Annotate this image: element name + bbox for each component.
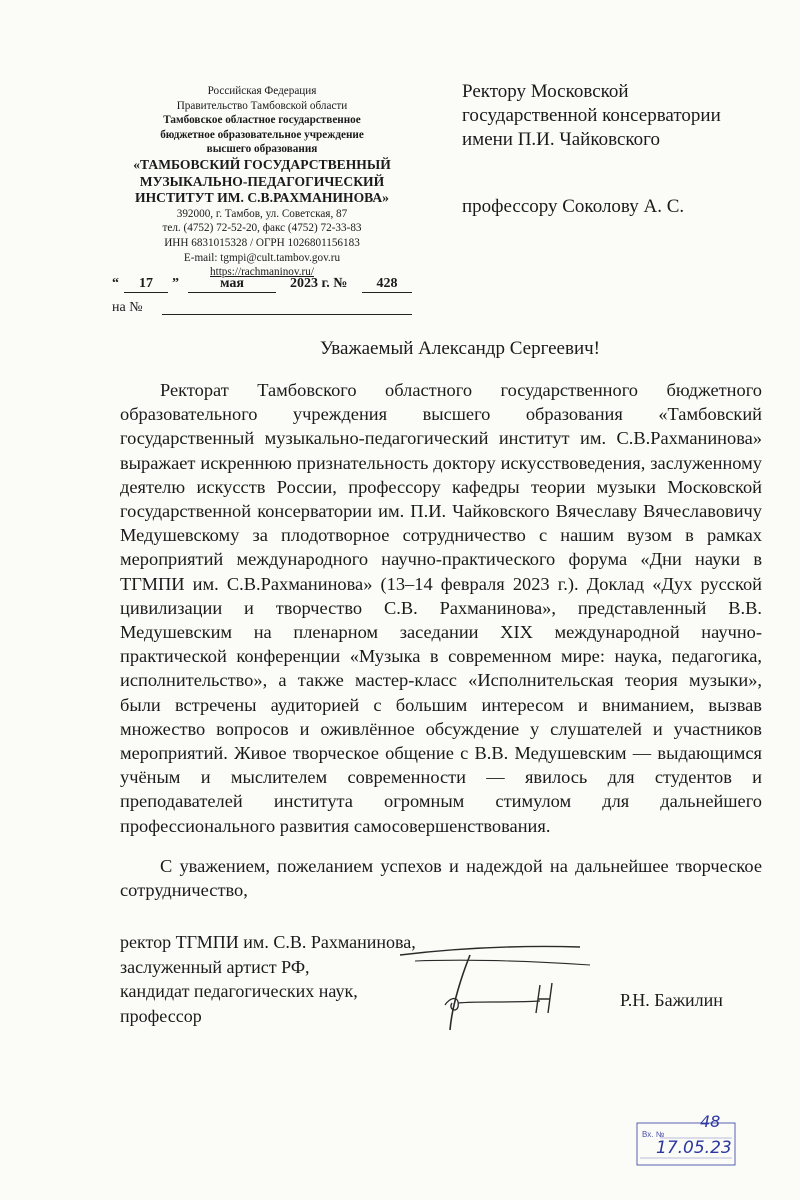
date-year-label: 2023 г. № [290, 276, 348, 291]
letterhead-government: Правительство Тамбовской области [176, 99, 348, 112]
salutation: Уважаемый Александр Сергеевич! [319, 338, 600, 359]
letterhead-ids: ИНН 6831015328 / ОГРН 1026801156183 [164, 236, 360, 249]
date-row [112, 276, 412, 296]
letter-body: Ректорат Тамбовского областного государственного бюджетного образовательного учреждения высшего образования «Тамбовский государственный музыкально-педагогический институт им. С.В.Рахманинова» выражает искреннюю признательность доктору искусствоведения, заслуженному деятелю искусств России, профессору кафедры теории музыки Московской государственной консерватории им. П.И. Чайковского Вячеславу Вячеславовичу Медушевскому за плодотворное сотрудничество с нашим вузом в рамках мероприятий международного научно-практического форума «Дни науки в ТГМПИ им. С.В.Рахманинова» (13–14 февраля 2023 г.). Доклад «Дух русской цивилизации и творчество С.В. Рахманинова», представленный В.В. Медушевским на пленарном заседании XIX международной научно-практической конференции «Музыка в современном мире: наука, педагогика, исполнительство», а также мастер-класс «Исполнительская теория музыки», были встречены аудиторией с большим интересом и вниманием, вызвав множество вопросов и оживлённое обсуждение у слушателей и участников мероприятий. Живое творческое общение с В.В. Медушевским — выдающимся учёным и мыслителем современности — явилось для студентов и преподавателей института огромным стимулом для дальнейшего профессионального развития самосовершенствования. [120, 380, 762, 836]
letterhead-org-line-1: Тамбовское областное государственное [163, 114, 361, 127]
letterhead-institute-line-2: МУЗЫКАЛЬНО-ПЕДАГОГИЧЕСКИЙ [139, 173, 385, 189]
letterhead-country: Российская Федерация [207, 85, 317, 97]
signer-rank: профессор [120, 1005, 202, 1026]
letterhead-phone: тел. (4752) 72-52-20, факс (4752) 72-33-83 [162, 222, 362, 235]
reply-to-label: на № [112, 300, 143, 315]
signature-icon [390, 935, 620, 1035]
letterhead-email: E-mail: tgmpi@cult.tambov.gov.ru [183, 251, 341, 264]
signer-degree: кандидат педагогических наук, [120, 981, 358, 1001]
letterhead-institute-line-1: «ТАМБОВСКИЙ ГОСУДАРСТВЕННЫЙ [133, 156, 391, 172]
date-day: 17 [124, 276, 168, 293]
stamp-label: Вх. № [642, 1130, 665, 1139]
letterhead-website: https://rachmaninov.ru/ [210, 266, 314, 279]
reply-to-underline [162, 314, 412, 315]
letterhead-address: 392000, г. Тамбов, ул. Советская, 87 [176, 207, 348, 220]
letterhead-institute-line-3: ИНСТИТУТ ИМ. С.В.РАХМАНИНОВА» [135, 190, 389, 206]
date-open-quote: “ [112, 276, 119, 291]
date-month: мая [188, 276, 276, 293]
letterhead-org-line-2: бюджетное образовательное учреждение [160, 128, 364, 141]
addressee-line-3: имени П.И. Чайковского [462, 129, 660, 150]
addressee-line-2: государственной консерватории [462, 105, 721, 126]
reply-to-row [112, 300, 412, 320]
signer-title: заслуженный артист РФ, [120, 956, 310, 977]
date-close-quote: ” [172, 276, 179, 291]
signer-name: Р.Н. Бажилин [620, 990, 723, 1010]
addressee-line-1: Ректору Московской [462, 81, 629, 102]
letterhead [112, 84, 412, 280]
letter-number: 428 [362, 276, 412, 293]
stamp-number: 48 [700, 1112, 721, 1131]
letterhead-org-line-3: высшего образования [206, 143, 318, 156]
signer-position: ректор ТГМПИ им. С.В. Рахманинова, [120, 932, 416, 952]
stamp-date: 17.05.23 [656, 1138, 732, 1158]
letter-closing: С уважением, пожеланием успехов и надеждой на дальнейшее творческое сотрудничество, [120, 856, 762, 901]
addressee [462, 80, 782, 152]
addressee-professor: профессору Соколову А. С. [462, 196, 685, 217]
